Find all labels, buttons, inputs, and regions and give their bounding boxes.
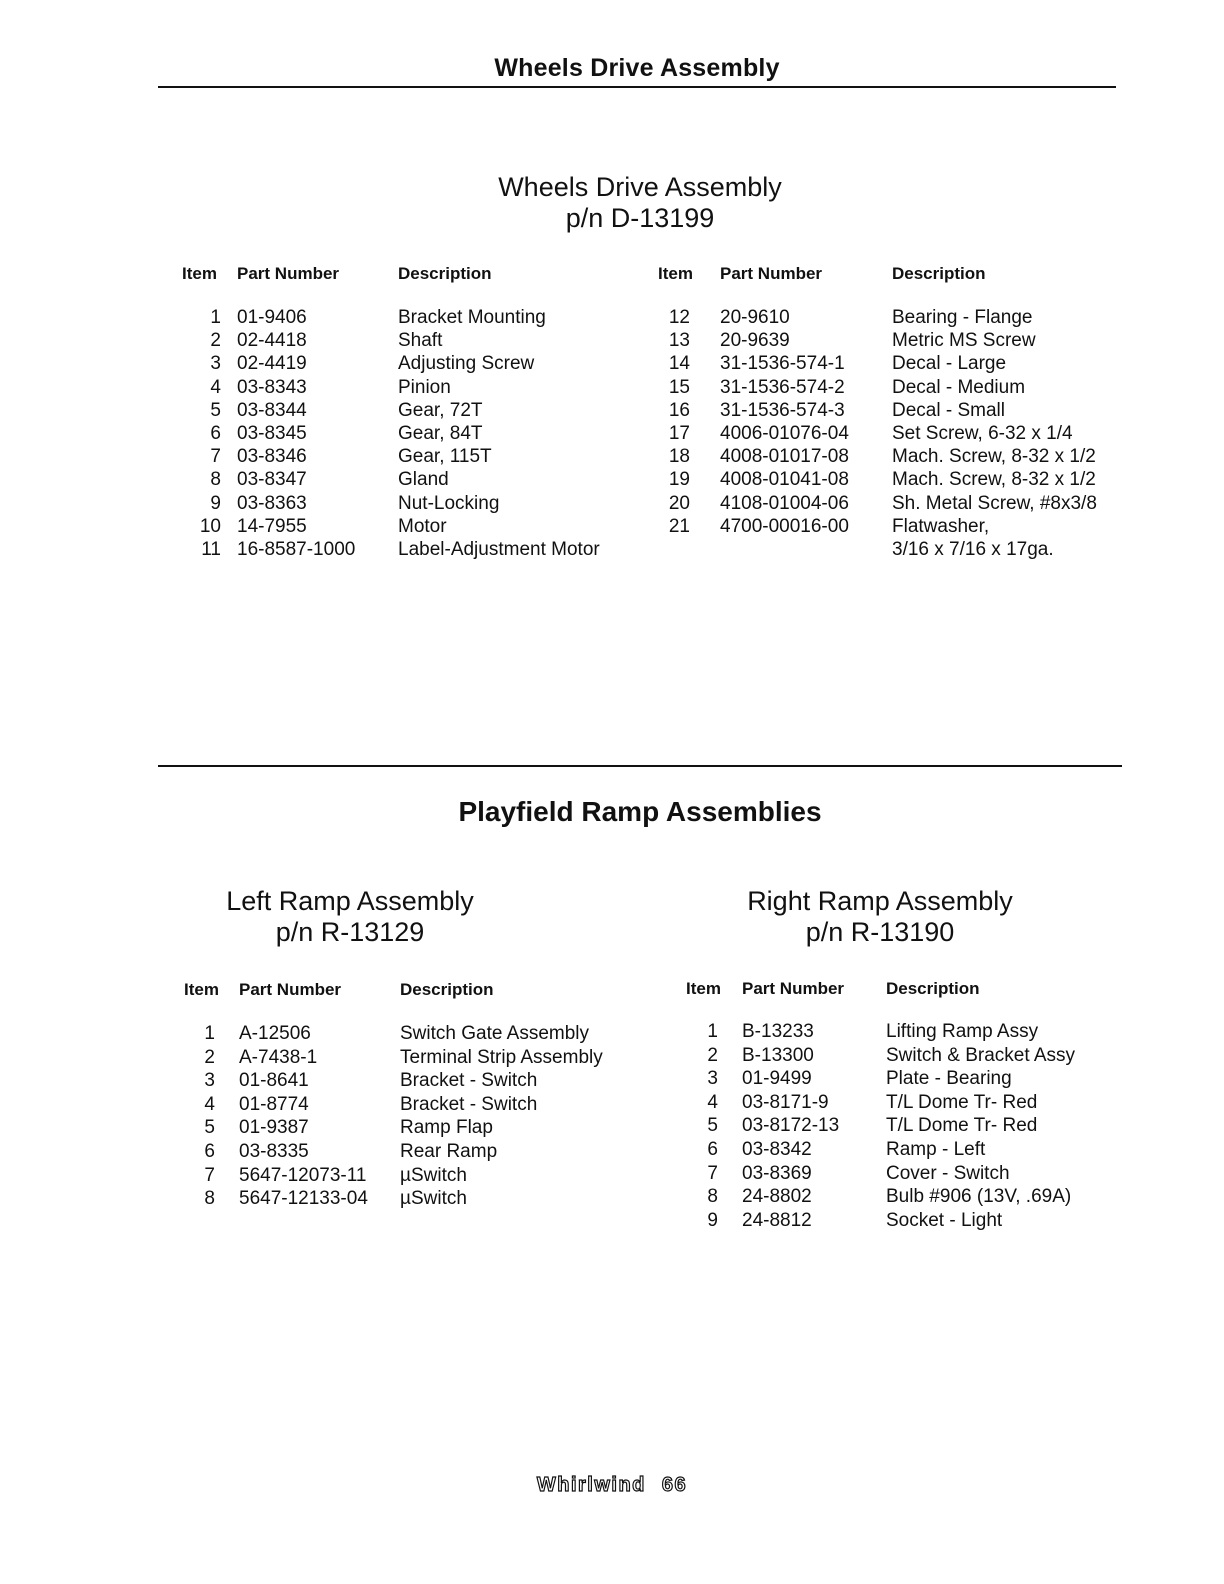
left-ramp-row-item: 5 (204, 1117, 215, 1139)
wheels-assembly-title: Wheels Drive Assembly (498, 172, 782, 202)
playfield-section-title: Playfield Ramp Assemblies (458, 796, 822, 827)
page-header-title: Wheels Drive Assembly (494, 54, 780, 82)
wheels-left-row-part: 03-8344 (237, 399, 307, 421)
left-ramp-row-desc: Rear Ramp (400, 1141, 498, 1162)
left-ramp-row-item: 6 (204, 1141, 215, 1162)
wheels-right-row-item: 16 (668, 399, 690, 421)
left-ramp-row-item: 1 (204, 1023, 215, 1044)
wheels-left-row-part: 16-8587-1000 (237, 539, 356, 560)
left-ramp-row-item: 4 (204, 1093, 215, 1115)
right-ramp-row-part: 01-9499 (742, 1068, 812, 1090)
wheels-left-part-header: Part Number (237, 264, 340, 283)
wheels-right-row-part: 31-1536-574-2 (720, 376, 845, 398)
left-ramp-row-desc: Bracket - Switch (400, 1070, 538, 1092)
right-ramp-row-desc: Switch & Bracket Assy (886, 1044, 1076, 1066)
right-ramp-row-desc: Ramp - Left (886, 1139, 986, 1160)
wheels-right-row-desc: Mach. Screw, 8-32 x 1/2 (892, 446, 1096, 468)
wheels-left-row-item: 3 (210, 353, 221, 375)
wheels-right-row-item: 13 (668, 330, 690, 352)
wheels-right-row-part: 4108-01004-06 (720, 492, 849, 514)
wheels-right-row-desc: Decal - Medium (892, 376, 1026, 398)
left-ramp-row-item: 3 (204, 1070, 215, 1092)
page-header (158, 54, 1116, 88)
left-ramp-row-part: 01-8774 (239, 1093, 309, 1115)
right-ramp-row-part: 03-8172-13 (742, 1115, 840, 1137)
wheels-left-row-desc: Label-Adjustment Motor (398, 539, 600, 560)
wheels-right-row-item: 18 (668, 446, 690, 468)
right-ramp-row-item: 6 (707, 1139, 718, 1160)
left-ramp-part-header: Part Number (239, 980, 342, 999)
right-ramp-row-part: 03-8171-9 (742, 1091, 829, 1113)
right-ramp-row-item: 3 (707, 1068, 718, 1090)
wheels-left-row-item: 7 (210, 446, 221, 468)
right-ramp-row-desc: Socket - Light (886, 1209, 1003, 1231)
wheels-left-row-desc: Nut-Locking (398, 492, 500, 514)
wheels-left-row-part: 03-8347 (237, 469, 307, 491)
wheels-left-row-item: 4 (210, 376, 221, 398)
wheels-right-row-desc: Set Screw, 6-32 x 1/4 (892, 423, 1073, 444)
wheels-left-row-desc: Shaft (398, 330, 443, 352)
left-ramp-row-part: 5647-12073-11 (239, 1164, 367, 1186)
wheels-assembly-pn: p/n D-13199 (565, 203, 715, 233)
wheels-left-row-desc: Motor (398, 515, 447, 537)
wheels-right-row-part: 20-9639 (720, 330, 790, 352)
right-ramp-row-desc: Plate - Bearing (886, 1068, 1012, 1090)
right-ramp-part-header: Part Number (742, 979, 845, 998)
wheels-right-row-part: 4008-01041-08 (720, 469, 849, 491)
right-ramp-item-header: Item (686, 979, 721, 998)
left-ramp-row-part: A-12506 (239, 1023, 311, 1044)
wheels-right-part-header: Part Number (720, 264, 823, 283)
wheels-right-item-header: Item (658, 264, 693, 283)
right-ramp-row-part: 24-8802 (742, 1186, 812, 1208)
left-ramp-item-header: Item (184, 980, 219, 999)
left-ramp-row-part: 01-9387 (239, 1117, 309, 1139)
left-ramp-desc-header: Description (400, 980, 494, 999)
wheels-left-row-part: 03-8345 (237, 423, 307, 444)
left-ramp-heading (150, 886, 550, 948)
wheels-left-row-desc: Gland (398, 469, 449, 491)
right-ramp-heading (680, 886, 1080, 948)
wheels-right-row-part: 4008-01017-08 (720, 446, 849, 468)
right-ramp-row-item: 2 (707, 1044, 718, 1066)
wheels-right-row-item: 21 (668, 515, 690, 537)
wheels-right-row-item: 19 (668, 469, 690, 491)
wheels-left-row-desc: Bracket Mounting (398, 307, 546, 328)
right-ramp-row-item: 9 (707, 1209, 718, 1231)
left-ramp-row-part: 5647-12133-04 (239, 1188, 368, 1210)
wheels-right-row-part: 31-1536-574-1 (720, 353, 845, 375)
wheels-left-row-desc: Gear, 115T (398, 446, 492, 468)
wheels-left-row-part: 03-8363 (237, 492, 307, 514)
wheels-right-row-item: 15 (668, 376, 690, 398)
wheels-right-row-desc: Metric MS Screw (892, 330, 1036, 352)
wheels-right-row-part: 20-9610 (720, 307, 790, 328)
wheels-left-row-item: 10 (199, 515, 221, 537)
wheels-right-row-desc: Decal - Large (892, 353, 1007, 375)
right-ramp-row-item: 8 (707, 1186, 718, 1208)
right-ramp-desc-header: Description (886, 979, 980, 998)
right-ramp-row-desc: Bulb #906 (13V, .69A) (886, 1186, 1072, 1208)
wheels-right-row-desc: Decal - Small (892, 399, 1005, 421)
wheels-left-row-item: 8 (210, 469, 221, 491)
wheels-left-row-desc: Adjusting Screw (398, 353, 535, 375)
right-ramp-row-item: 7 (707, 1162, 718, 1184)
right-ramp-row-item: 4 (707, 1091, 718, 1113)
footer-brand: Whirlwind (536, 1474, 646, 1496)
wheels-right-row-desc: 3/16 x 7/16 x 17ga. (892, 539, 1054, 560)
left-ramp-pn: p/n R-13129 (275, 917, 425, 947)
wheels-left-item-header: Item (182, 264, 217, 283)
wheels-left-row-item: 11 (201, 539, 221, 560)
left-ramp-row-part: 01-8641 (239, 1070, 309, 1092)
section-divider (158, 765, 1122, 767)
right-ramp-row-desc: T/L Dome Tr- Red (886, 1115, 1038, 1137)
footer-page-number: 66 (661, 1474, 688, 1496)
wheels-left-row-item: 5 (210, 399, 221, 421)
wheels-right-row-desc: Flatwasher, (892, 515, 990, 537)
wheels-right-row-part: 31-1536-574-3 (720, 399, 845, 421)
right-ramp-title: Right Ramp Assembly (747, 886, 1013, 916)
left-ramp-row-desc: Switch Gate Assembly (400, 1023, 590, 1044)
wheels-left-row-item: 1 (210, 307, 221, 328)
left-ramp-title: Left Ramp Assembly (226, 886, 474, 916)
wheels-right-desc-header: Description (892, 264, 986, 283)
wheels-left-row-item: 9 (210, 492, 221, 514)
wheels-assembly-heading (440, 172, 840, 234)
wheels-left-row-item: 6 (210, 423, 221, 444)
wheels-right-row-item: 12 (668, 307, 690, 328)
wheels-right-row-desc: Mach. Screw, 8-32 x 1/2 (892, 469, 1096, 491)
right-ramp-row-desc: Lifting Ramp Assy (886, 1021, 1039, 1042)
right-ramp-row-part: B-13300 (742, 1044, 814, 1066)
right-ramp-row-part: B-13233 (742, 1021, 814, 1042)
left-ramp-row-desc: µSwitch (400, 1188, 467, 1210)
left-ramp-row-desc: Terminal Strip Assembly (400, 1046, 603, 1068)
right-ramp-pn: p/n R-13190 (805, 917, 955, 947)
wheels-left-row-part: 02-4418 (237, 330, 307, 352)
wheels-left-row-part: 01-9406 (237, 307, 307, 328)
left-ramp-row-part: A-7438-1 (239, 1046, 318, 1068)
right-ramp-row-item: 1 (707, 1021, 718, 1042)
right-ramp-row-desc: Cover - Switch (886, 1162, 1010, 1184)
wheels-right-row-part: 4006-01076-04 (720, 423, 849, 444)
right-ramp-row-item: 5 (707, 1115, 718, 1137)
left-ramp-row-item: 8 (204, 1188, 215, 1210)
right-ramp-row-desc: T/L Dome Tr- Red (886, 1091, 1038, 1113)
wheels-left-row-desc: Gear, 72T (398, 399, 483, 421)
wheels-left-row-part: 03-8346 (237, 446, 307, 468)
right-ramp-row-part: 03-8342 (742, 1139, 812, 1160)
right-ramp-row-part: 24-8812 (742, 1209, 812, 1231)
wheels-left-row-item: 2 (210, 330, 221, 352)
left-ramp-row-desc: Ramp Flap (400, 1117, 493, 1139)
page-footer (0, 1474, 1224, 1497)
wheels-left-row-part: 14-7955 (237, 515, 307, 537)
wheels-left-row-part: 02-4419 (237, 353, 307, 375)
wheels-left-desc-header: Description (398, 264, 492, 283)
wheels-right-row-part: 4700-00016-00 (720, 515, 849, 537)
wheels-right-row-desc: Bearing - Flange (892, 307, 1033, 328)
left-ramp-row-part: 03-8335 (239, 1141, 309, 1162)
left-ramp-row-desc: µSwitch (400, 1164, 467, 1186)
wheels-left-row-desc: Gear, 84T (398, 423, 483, 444)
wheels-left-row-part: 03-8343 (237, 376, 307, 398)
wheels-right-row-item: 20 (668, 492, 690, 514)
wheels-right-row-item: 14 (668, 353, 690, 375)
left-ramp-row-item: 2 (204, 1046, 215, 1068)
wheels-left-row-desc: Pinion (398, 376, 451, 398)
wheels-right-row-item: 17 (668, 423, 690, 444)
left-ramp-row-item: 7 (204, 1164, 215, 1186)
left-ramp-row-desc: Bracket - Switch (400, 1093, 538, 1115)
wheels-right-row-desc: Sh. Metal Screw, #8x3/8 (892, 492, 1097, 514)
right-ramp-row-part: 03-8369 (742, 1162, 812, 1184)
